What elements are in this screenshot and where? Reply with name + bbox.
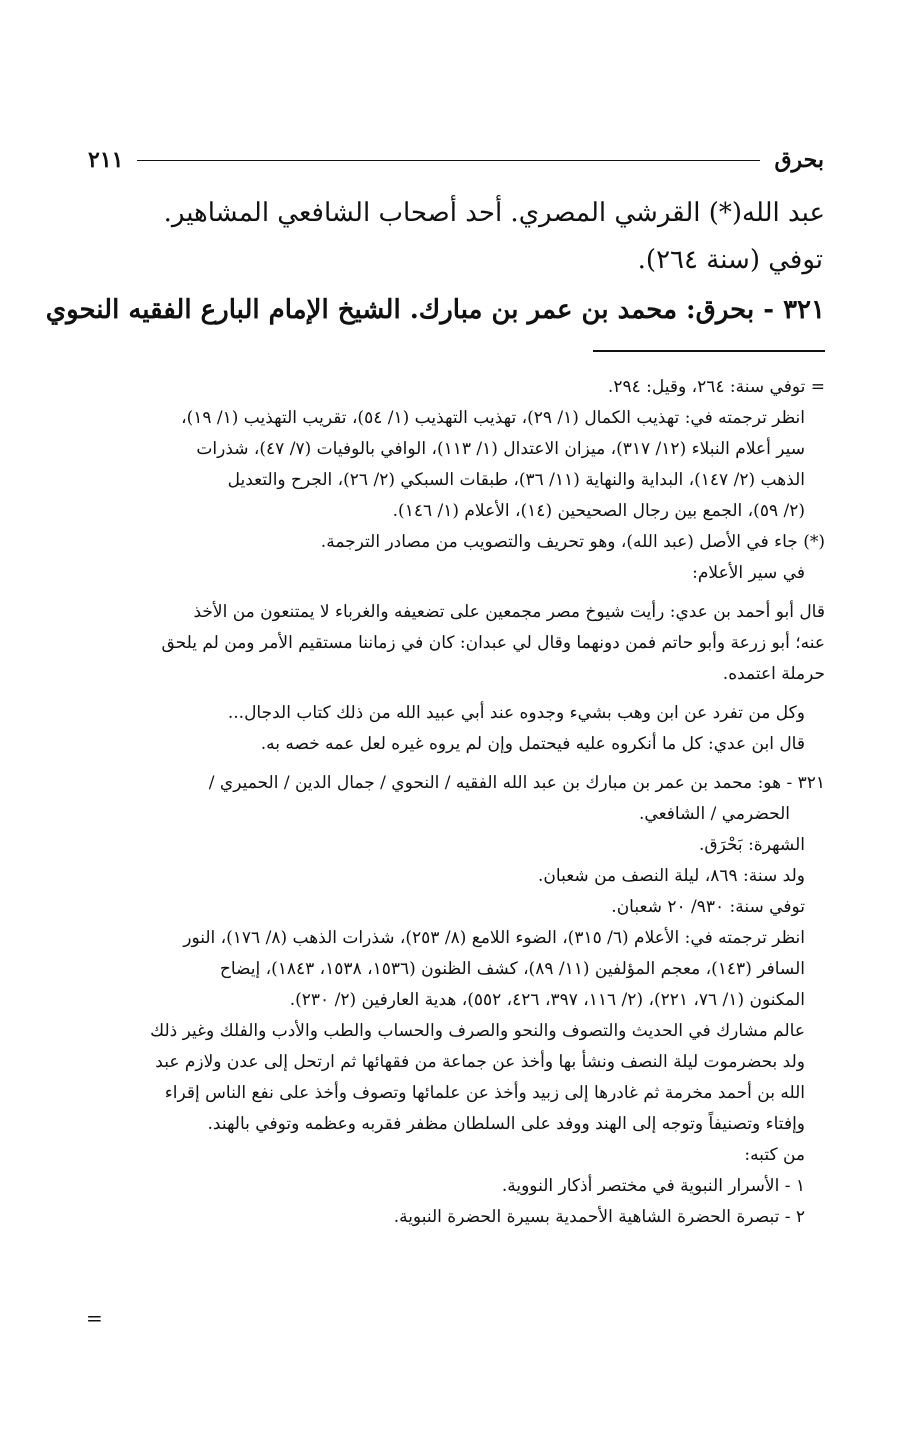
footnote-line: الشهرة: بَحْرَق. [698, 835, 805, 855]
footnote-line: المكنون (١/ ٧٦، ٢٢١)، (٢/ ١١٦، ٣٩٧، ٤٢٦، ٥٥٢)، هدية العارفين (٢/ ٢٣٠). [289, 990, 805, 1010]
footnote-line: ٣٢١ - هو: محمد بن عمر بن مبارك بن عبد الله الفقيه / النحوي / جمال الدين / الحميري / [208, 773, 825, 793]
footnote-line: وكل من تفرد عن ابن وهب بشيء وجدوه عند أبي عبيد الله من ذلك كتاب الدجال... [227, 703, 805, 723]
footnote-line: توفي سنة: ٩٣٠/ ٢٠ شعبان. [611, 897, 805, 917]
footnote-line: ولد بحضرموت ليلة النصف ونشأ بها وأخذ عن جماعة من فقهائها ثم ارتحل إلى عدن ولازم عبد [155, 1052, 805, 1072]
footnote-line: قال أبو أحمد بن عدي: رأيت شيوخ مصر مجمعين على تضعيفه والغرباء لا يمتنعون من الأخذ [193, 602, 825, 622]
footnote-line: (*) جاء في الأصل (عبد الله)، وهو تحريف والتصويب من مصادر الترجمة. [320, 532, 825, 552]
footnote-line: ١ - الأسرار النبوية في مختصر أذكار النووية. [501, 1176, 805, 1196]
footnote-line: انظر ترجمته في: تهذيب الكمال (١/ ٢٩)، تهذيب التهذيب (١/ ٥٤)، تقريب التهذيب (١/ ١٩)، [181, 408, 805, 428]
footnote-line: عالم مشارك في الحديث والتصوف والنحو والصرف والحساب والطب والأدب والفلك وغير ذلك [150, 1021, 805, 1041]
page-header [88, 140, 824, 180]
footnote-line: من كتبه: [744, 1145, 805, 1165]
footnote-line: الحضرمي / الشافعي. [639, 804, 790, 824]
footnote-line: = توفي سنة: ٢٦٤، وقيل: ٢٩٤. [607, 377, 825, 397]
footnote-line: سير أعلام النبلاء (١٢/ ٣١٧)، ميزان الاعتدال (١/ ١١٣)، الوافي بالوفيات (٧/ ٤٧)، شذرات [196, 439, 805, 459]
footnote-line: قال ابن عدي: كل ما أنكروه عليه فيحتمل وإن لم يروه غيره لعل عمه خصه به. [260, 734, 805, 754]
footnote-line: الله بن أحمد مخرمة ثم غادرها إلى زبيد وأخذ عن علمائها وتصوف وأخذ على نفع الناس إقراء [164, 1083, 805, 1103]
continuation-mark: = [86, 1306, 103, 1330]
footnotes [95, 372, 825, 1233]
footnote-line: ٢ - تبصرة الحضرة الشاهية الأحمدية بسيرة الحضرة النبوية. [393, 1207, 805, 1227]
footnote-line: الذهب (٢/ ١٤٧)، البداية والنهاية (١١/ ٣٦)، طبقات السبكي (٢/ ٢٦)، الجرح والتعديل [227, 470, 805, 490]
footnote-line: (٢/ ٥٩)، الجمع بين رجال الصحيحين (١٤)، الأعلام (١/ ١٤٦). [392, 501, 805, 521]
entry-heading: ٣٢١ - بحرق: محمد بن عمر بن مبارك. الشيخ الإمام البارع الفقيه النحوي [45, 295, 825, 325]
main-line-2: توفي (سنة ٢٦٤). [637, 245, 823, 275]
footnote-separator [593, 350, 825, 352]
footnote-line: في سير الأعلام: [692, 563, 805, 583]
main-line-1: عبد الله(*) القرشي المصري. أحد أصحاب الشافعي المشاهير. [163, 198, 825, 228]
running-title: بحرق [774, 147, 824, 173]
footnote-line: وإفتاء وتصنيفاً وتوجه إلى الهند ووفد على السلطان مظفر فقربه وعظمه وتوفي بالهند. [207, 1114, 805, 1134]
footnote-line: انظر ترجمته في: الأعلام (٦/ ٣١٥)، الضوء اللامع (٨/ ٢٥٣)، شذرات الذهب (٨/ ١٧٦)، النور [183, 928, 805, 948]
page-number: ٢١١ [88, 147, 124, 173]
footnote-line: السافر (١٤٣)، معجم المؤلفين (١١/ ٨٩)، كشف الظنون (١٥٣٦، ١٥٣٨، ١٨٤٣)، إيضاح [219, 959, 805, 979]
main-text [95, 190, 825, 284]
footnote-line: عنه؛ أبو زرعة وأبو حاتم فمن دونهما وقال لي عبدان: كان في زماننا مستقيم الأمر ومن لم يلحق [161, 633, 825, 653]
footnote-line: حرملة اعتمده. [722, 664, 825, 684]
header-rule [137, 160, 760, 161]
footnote-line: ولد سنة: ٨٦٩، ليلة النصف من شعبان. [538, 866, 805, 886]
